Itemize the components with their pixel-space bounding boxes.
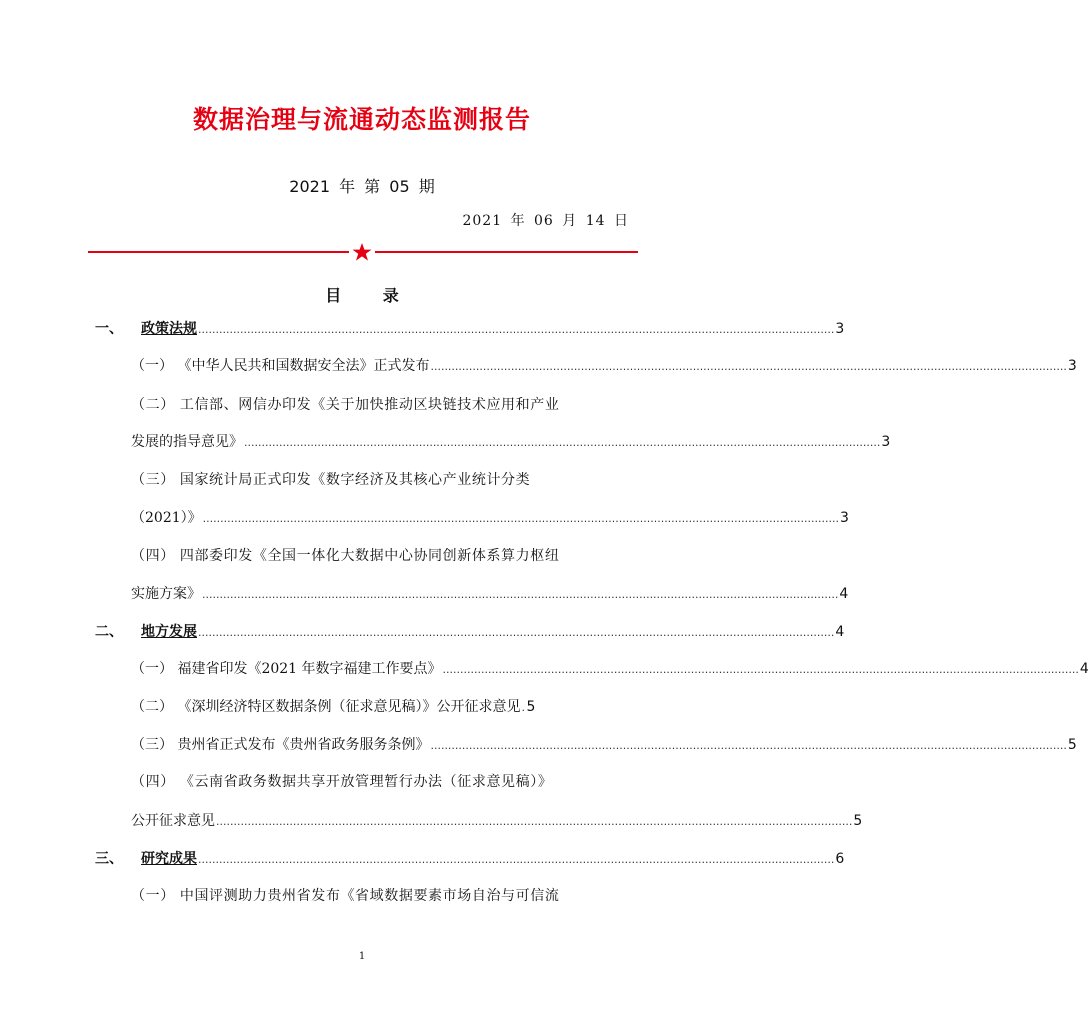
toc-item-line1[interactable]: （一） 中国评测助力贵州省发布《省域数据要素市场自治与可信流 (131, 888, 560, 904)
section-label: 地方发展 (141, 624, 197, 640)
toc-item-label: 实施方案》 (131, 586, 201, 602)
toc-item-label: （三） 贵州省正式发布《贵州省政务服务条例》 (131, 737, 430, 753)
page-ref: 5 (853, 813, 863, 829)
toc-item-label: （一） 福建省印发《2021 年数字福建工作要点》 (131, 661, 442, 677)
page-ref: 3 (881, 434, 891, 450)
page-ref: 4 (1079, 661, 1089, 677)
toc-item[interactable] (131, 811, 863, 832)
star-icon (349, 240, 375, 264)
page-ref: 3 (840, 510, 849, 526)
toc-item[interactable] (131, 659, 1089, 680)
page-ref: 4 (835, 624, 845, 640)
report-date: 2021 年 06 月 14 日 (462, 213, 629, 229)
dot-leader: ...................................................................................................................................................................................... (442, 663, 1079, 676)
report-title: 数据治理与流通动态监测报告 (192, 105, 531, 134)
dot-leader: ...................................................................................................................................................................................... (198, 626, 835, 639)
toc-item-label: （二） 《深圳经济特区数据条例（征求意见稿）》公开征求意见 (131, 699, 521, 715)
dot-leader: ...................................................................................................................................................................................... (244, 436, 881, 449)
toc-item-label: （一） 《中华人民共和国数据安全法》正式发布 (131, 358, 430, 374)
toc-item-label: （2021）》 (131, 510, 202, 526)
toc-item-line1[interactable]: （三） 国家统计局正式印发《数字经济及其核心产业统计分类 (131, 472, 531, 488)
toc-item[interactable] (131, 584, 849, 605)
page-ref: 4 (839, 586, 849, 602)
page-ref: 6 (835, 851, 845, 867)
toc-item-line1[interactable]: （四） 《云南省政务数据共享开放管理暂行办法（征求意见稿）》 (131, 774, 553, 790)
toc-item-label: 发展的指导意见》 (131, 434, 243, 450)
dot-leader: ...................................................................................................................................................................................... (202, 588, 839, 601)
issue-number: 2021 年 第 05 期 (289, 177, 435, 196)
section-label: 政策法规 (141, 321, 197, 337)
section-number: 三、 (95, 851, 123, 867)
section-label: 研究成果 (141, 851, 197, 867)
toc-section-policy[interactable] (95, 319, 845, 340)
dot-leader: ...................................................................................................................................................................................... (202, 512, 840, 525)
toc-item-line1[interactable]: （四） 四部委印发《全国一体化大数据中心协同创新体系算力枢纽 (131, 548, 560, 564)
dot-leader: ...................................................................................................................................................................................... (216, 815, 853, 828)
toc-item[interactable] (131, 508, 849, 529)
section-number: 一、 (95, 321, 123, 337)
dot-leader: . (521, 701, 525, 714)
toc-title: 目 录 (325, 286, 417, 305)
dot-leader: ...................................................................................................................................................................................... (198, 853, 835, 866)
page-ref: 3 (1067, 358, 1077, 374)
toc-item[interactable] (131, 735, 1077, 756)
toc-item-label: 公开征求意见 (131, 813, 215, 829)
toc-item[interactable] (131, 432, 891, 453)
page-number: 1 (358, 951, 366, 962)
toc-item[interactable] (131, 697, 628, 718)
dot-leader: ...................................................................................................................................................................................... (198, 323, 835, 336)
page-ref: 5 (526, 699, 536, 715)
dot-leader: ...................................................................................................................................................................................... (430, 360, 1067, 373)
page-ref: 5 (1067, 737, 1077, 753)
toc-item-line1[interactable]: （二） 工信部、网信办印发《关于加快推动区块链技术应用和产业 (131, 397, 560, 413)
toc-section-research[interactable] (95, 849, 845, 870)
dot-leader: ...................................................................................................................................................................................... (430, 739, 1067, 752)
toc-item[interactable] (131, 356, 1077, 377)
section-number: 二、 (95, 624, 123, 640)
toc-section-local[interactable] (95, 622, 845, 643)
page-ref: 3 (835, 321, 845, 337)
